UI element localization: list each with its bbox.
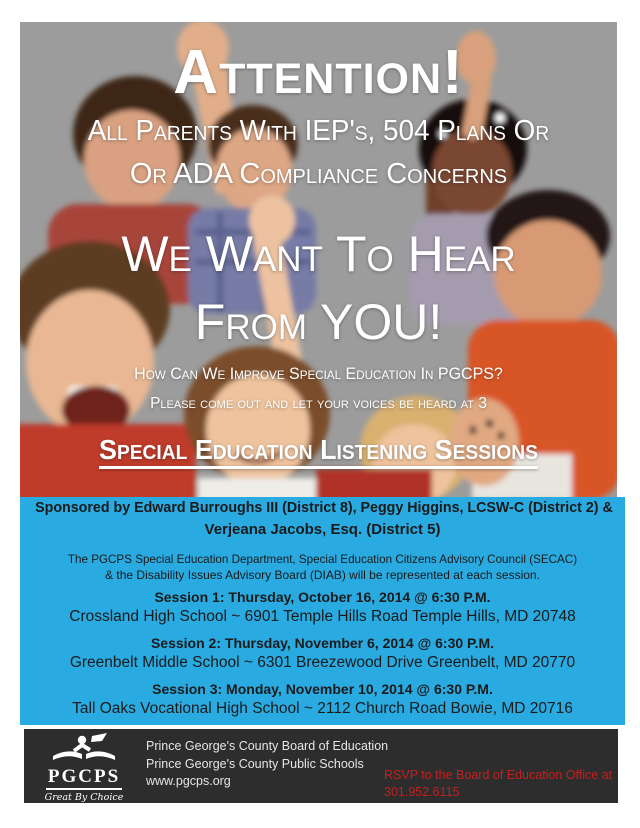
session-2-location: Greenbelt Middle School ~ 6301 Breezewood Drive Greenbelt, MD 20770	[69, 654, 576, 671]
audience-line-1: All Parents With IEP's, 504 Plans Or	[87, 115, 550, 147]
session-2-title: Session 2: Thursday, November 6, 2014 @ 6:30 P.M.	[150, 635, 495, 651]
appeal-line-2: From YOU!	[194, 294, 443, 350]
org-line-schools: Prince George's County Public Schools	[146, 756, 364, 771]
footer-bar	[24, 729, 618, 803]
session-1-title: Session 1: Thursday, October 16, 2014 @ 6:30 P.M.	[154, 589, 491, 605]
org-line-board: Prince George's County Board of Education	[146, 739, 389, 753]
headline: Attention!	[173, 38, 464, 107]
invitation-line: Please come out and let your voices be heard at 3	[150, 395, 487, 412]
info-panel	[20, 497, 625, 725]
session-3-location: Tall Oaks Vocational High School ~ 2112 Church Road Bowie, MD 20716	[72, 700, 573, 717]
audience-line-2: Or ADA Compliance Concerns	[129, 158, 508, 190]
sponsor-line-2: Verjeana Jacobs, Esq. (District 5)	[204, 521, 441, 538]
session-3-title: Session 3: Monday, November 10, 2014 @ 6:30 P.M.	[152, 681, 493, 697]
improvement-question: How Can We Improve Special Education In PGCPS?	[134, 365, 503, 383]
pgcps-logo	[36, 732, 132, 803]
representation-note-2: & the Disability Issues Advisory Board (DIAB) will be represented at each session.	[105, 568, 540, 582]
pgcps-tagline: Great By Choice	[44, 791, 124, 803]
rsvp-phone: 301.952.6115	[384, 784, 460, 799]
sponsor-line-1: Sponsored by Edward Burroughs III (District 8), Peggy Higgins, LCSW-C (District 2) &	[35, 499, 613, 516]
sessions-title: Special Education Listening Sessions	[99, 434, 538, 465]
appeal-line-1: We Want To Hear	[121, 226, 516, 282]
children-photo	[20, 22, 617, 497]
website-url: www.pgcps.org	[146, 774, 231, 788]
organization-lines	[146, 738, 388, 791]
pgcps-book-figure-icon	[51, 732, 117, 762]
rsvp-notice	[384, 767, 614, 801]
rsvp-line-1: RSVP to the Board of Education Office at	[384, 768, 613, 782]
pgcps-acronym: PGCPS	[46, 767, 122, 790]
session-1-location: Crossland High School ~ 6901 Temple Hills Road Temple Hills, MD 20748	[69, 608, 576, 625]
representation-note-1: The PGCPS Special Education Department, Special Education Citizens Advisory Council (SECAC)	[67, 552, 578, 566]
photo-text-overlay	[20, 22, 617, 497]
